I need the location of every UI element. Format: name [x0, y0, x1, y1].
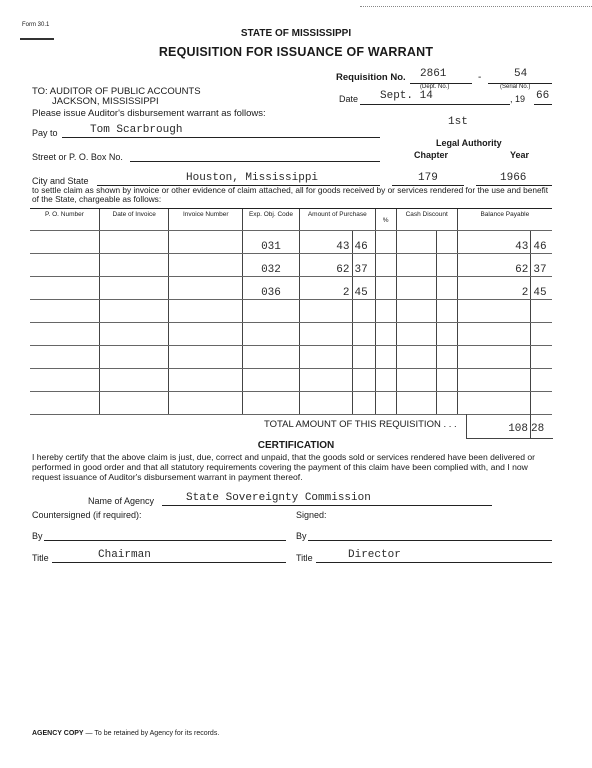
col-cash-discount: Cash Discount [396, 209, 457, 231]
table-row [30, 231, 552, 254]
countersigned-label: Countersigned (if required): [32, 510, 142, 520]
po-cell [30, 323, 99, 346]
col-date-of-invoice: Date of Invoice [99, 209, 168, 231]
year-prefix: , 19 [510, 94, 526, 104]
date-cell [99, 346, 168, 369]
invoice-cell [169, 323, 243, 346]
invoice-cell [169, 277, 243, 300]
amount-dollars-cell [299, 300, 352, 323]
col-exp-obj-code: Exp. Obj. Code [243, 209, 300, 231]
session-value: 1st [448, 116, 468, 128]
left-by-label: By [32, 531, 43, 541]
signed-label: Signed: [296, 510, 327, 520]
balance-cents-cell: 45 [531, 277, 552, 300]
charges-table [30, 208, 552, 415]
balance-cents-cell [531, 346, 552, 369]
date-cell [99, 231, 168, 254]
left-title-value: Chairman [98, 549, 151, 561]
po-cell [30, 231, 99, 254]
chapter-value: 179 [418, 172, 438, 184]
cash-cents-cell [436, 346, 457, 369]
pay-to-label: Pay to [32, 128, 58, 138]
percent-cell [375, 231, 396, 254]
year-value: 66 [536, 90, 550, 102]
total-label: TOTAL AMOUNT OF THIS REQUISITION . . . [264, 419, 457, 430]
invoice-cell [169, 392, 243, 415]
date-cell [99, 369, 168, 392]
cash-cents-cell [436, 300, 457, 323]
po-cell [30, 254, 99, 277]
form-number: Form 30.1 [22, 22, 50, 28]
balance-dollars-cell: 2 [457, 277, 531, 300]
cash-cents-cell [436, 231, 457, 254]
amount-cents-cell: 46 [352, 231, 375, 254]
date-cell [99, 254, 168, 277]
table-row [30, 254, 552, 277]
exp-code-cell [243, 300, 300, 323]
col-invoice-number: Invoice Number [169, 209, 243, 231]
date-value: Sept. 14 [380, 90, 433, 102]
amount-cents-cell: 45 [352, 277, 375, 300]
left-signature-line [44, 540, 286, 541]
table-row [30, 392, 552, 415]
percent-cell [375, 346, 396, 369]
balance-dollars-cell [457, 300, 531, 323]
invoice-cell [169, 369, 243, 392]
invoice-cell [169, 231, 243, 254]
cash-dollars-cell [396, 300, 436, 323]
certification-heading: CERTIFICATION [257, 440, 335, 451]
agency-copy-note [32, 730, 219, 737]
exp-code-cell [243, 323, 300, 346]
chapter-label: Chapter [414, 150, 449, 160]
amount-dollars-cell [299, 392, 352, 415]
cash-cents-cell [436, 277, 457, 300]
exp-code-cell [243, 346, 300, 369]
amount-dollars-cell: 2 [299, 277, 352, 300]
agency-copy-text: — To be retained by Agency for its records. [83, 730, 220, 737]
col-percent: % [375, 209, 396, 231]
percent-cell [375, 369, 396, 392]
requisition-label: Requisition No. [336, 72, 406, 83]
total-cents: 28 [531, 423, 545, 435]
col-amount-of-purchase: Amount of Purchase [299, 209, 375, 231]
right-signature-line [308, 540, 552, 541]
cash-dollars-cell [396, 231, 436, 254]
balance-cents-cell [531, 369, 552, 392]
balance-dollars-cell [457, 346, 531, 369]
cash-cents-cell [436, 369, 457, 392]
balance-dollars-cell [457, 323, 531, 346]
pay-to-value: Tom Scarbrough [90, 124, 183, 136]
balance-dollars-cell [457, 392, 531, 415]
amount-cents-cell [352, 369, 375, 392]
cash-dollars-cell [396, 323, 436, 346]
agency-copy-label: AGENCY COPY [32, 730, 84, 737]
cash-dollars-cell [396, 346, 436, 369]
cash-dollars-cell [396, 254, 436, 277]
amount-cents-cell: 37 [352, 254, 375, 277]
po-cell [30, 392, 99, 415]
right-by-label: By [296, 531, 307, 541]
percent-cell [375, 254, 396, 277]
auditor-city: JACKSON, MISSISSIPPI [52, 96, 159, 107]
cash-cents-cell [436, 392, 457, 415]
cash-dollars-cell [396, 369, 436, 392]
amount-cents-cell [352, 300, 375, 323]
exp-code-cell [243, 392, 300, 415]
exp-code-cell: 031 [243, 231, 300, 254]
amount-dollars-cell [299, 369, 352, 392]
balance-cents-cell [531, 323, 552, 346]
certification-text: I hereby certify that the above claim is just, due, correct and unpaid, that the goods sold or services rendered have been delivered or performed in good order and that all statutory requirements covering the payment of this claim have been complied with, and I now request issuance of Auditor's disbursement warrant in payment thereof. [32, 452, 536, 482]
table-row [30, 369, 552, 392]
date-label: Date [339, 94, 359, 104]
table-row [30, 300, 552, 323]
cash-cents-cell [436, 323, 457, 346]
po-cell [30, 300, 99, 323]
table-row [30, 277, 552, 300]
exp-code-cell: 032 [243, 254, 300, 277]
balance-dollars-cell: 43 [457, 231, 531, 254]
amount-cents-cell [352, 323, 375, 346]
left-title-label: Title [32, 553, 49, 563]
date-cell [99, 300, 168, 323]
street-label: Street or P. O. Box No. [32, 152, 123, 162]
cash-dollars-cell [396, 392, 436, 415]
balance-dollars-cell: 62 [457, 254, 531, 277]
state-heading: STATE OF MISSISSIPPI [240, 28, 352, 39]
legal-authority-heading: Legal Authority [436, 138, 502, 148]
po-cell [30, 346, 99, 369]
invoice-cell [169, 346, 243, 369]
amount-dollars-cell [299, 346, 352, 369]
table-row [30, 323, 552, 346]
to-auditor: TO: AUDITOR OF PUBLIC ACCOUNTS [32, 86, 201, 97]
serial-number: 54 [514, 68, 528, 80]
form-title: REQUISITION FOR ISSUANCE OF WARRANT [158, 45, 434, 59]
top-edge-strip [360, 0, 592, 7]
settle-claim-text: to settle claim as shown by invoice or other evidence of claim attached, all for goods received by or services rendered for the use and benefit of the State, chargeable as follows: [32, 185, 549, 204]
percent-cell [375, 392, 396, 415]
agency-value: State Sovereignty Commission [186, 492, 371, 504]
date-cell [99, 392, 168, 415]
balance-cents-cell: 46 [531, 231, 552, 254]
dept-number: 2861 [420, 68, 447, 80]
exp-code-cell [243, 369, 300, 392]
amount-cents-cell [352, 346, 375, 369]
invoice-cell [169, 254, 243, 277]
po-cell [30, 369, 99, 392]
total-dollars: 108 [508, 423, 528, 435]
invoice-cell [169, 300, 243, 323]
agency-label: Name of Agency [88, 496, 155, 506]
city-label: City and State [32, 176, 89, 186]
percent-cell [375, 300, 396, 323]
percent-cell [375, 323, 396, 346]
requisition-dash: - [478, 72, 482, 83]
table-header-row [30, 209, 552, 231]
right-title-label: Title [296, 553, 313, 563]
balance-cents-cell [531, 392, 552, 415]
po-cell [30, 277, 99, 300]
dept-caption: (Dept. No.) [420, 84, 450, 90]
balance-cents-cell: 37 [531, 254, 552, 277]
serial-caption: (Serial No.) [500, 84, 531, 90]
legal-year-value: 1966 [500, 172, 527, 184]
city-value: Houston, Mississippi [186, 172, 319, 184]
table-row [30, 346, 552, 369]
balance-dollars-cell [457, 369, 531, 392]
col-po-number: P. O. Number [30, 209, 99, 231]
date-cell [99, 323, 168, 346]
amount-dollars-cell: 62 [299, 254, 352, 277]
instruction-text: Please issue Auditor's disbursement warrant as follows: [32, 108, 266, 119]
cash-cents-cell [436, 254, 457, 277]
amount-dollars-cell [299, 323, 352, 346]
amount-cents-cell [352, 392, 375, 415]
year-label: Year [510, 150, 530, 160]
balance-cents-cell [531, 300, 552, 323]
amount-dollars-cell: 43 [299, 231, 352, 254]
percent-cell [375, 277, 396, 300]
date-cell [99, 277, 168, 300]
right-title-value: Director [348, 549, 401, 561]
cash-dollars-cell [396, 277, 436, 300]
exp-code-cell: 036 [243, 277, 300, 300]
col-balance-payable: Balance Payable [457, 209, 552, 231]
